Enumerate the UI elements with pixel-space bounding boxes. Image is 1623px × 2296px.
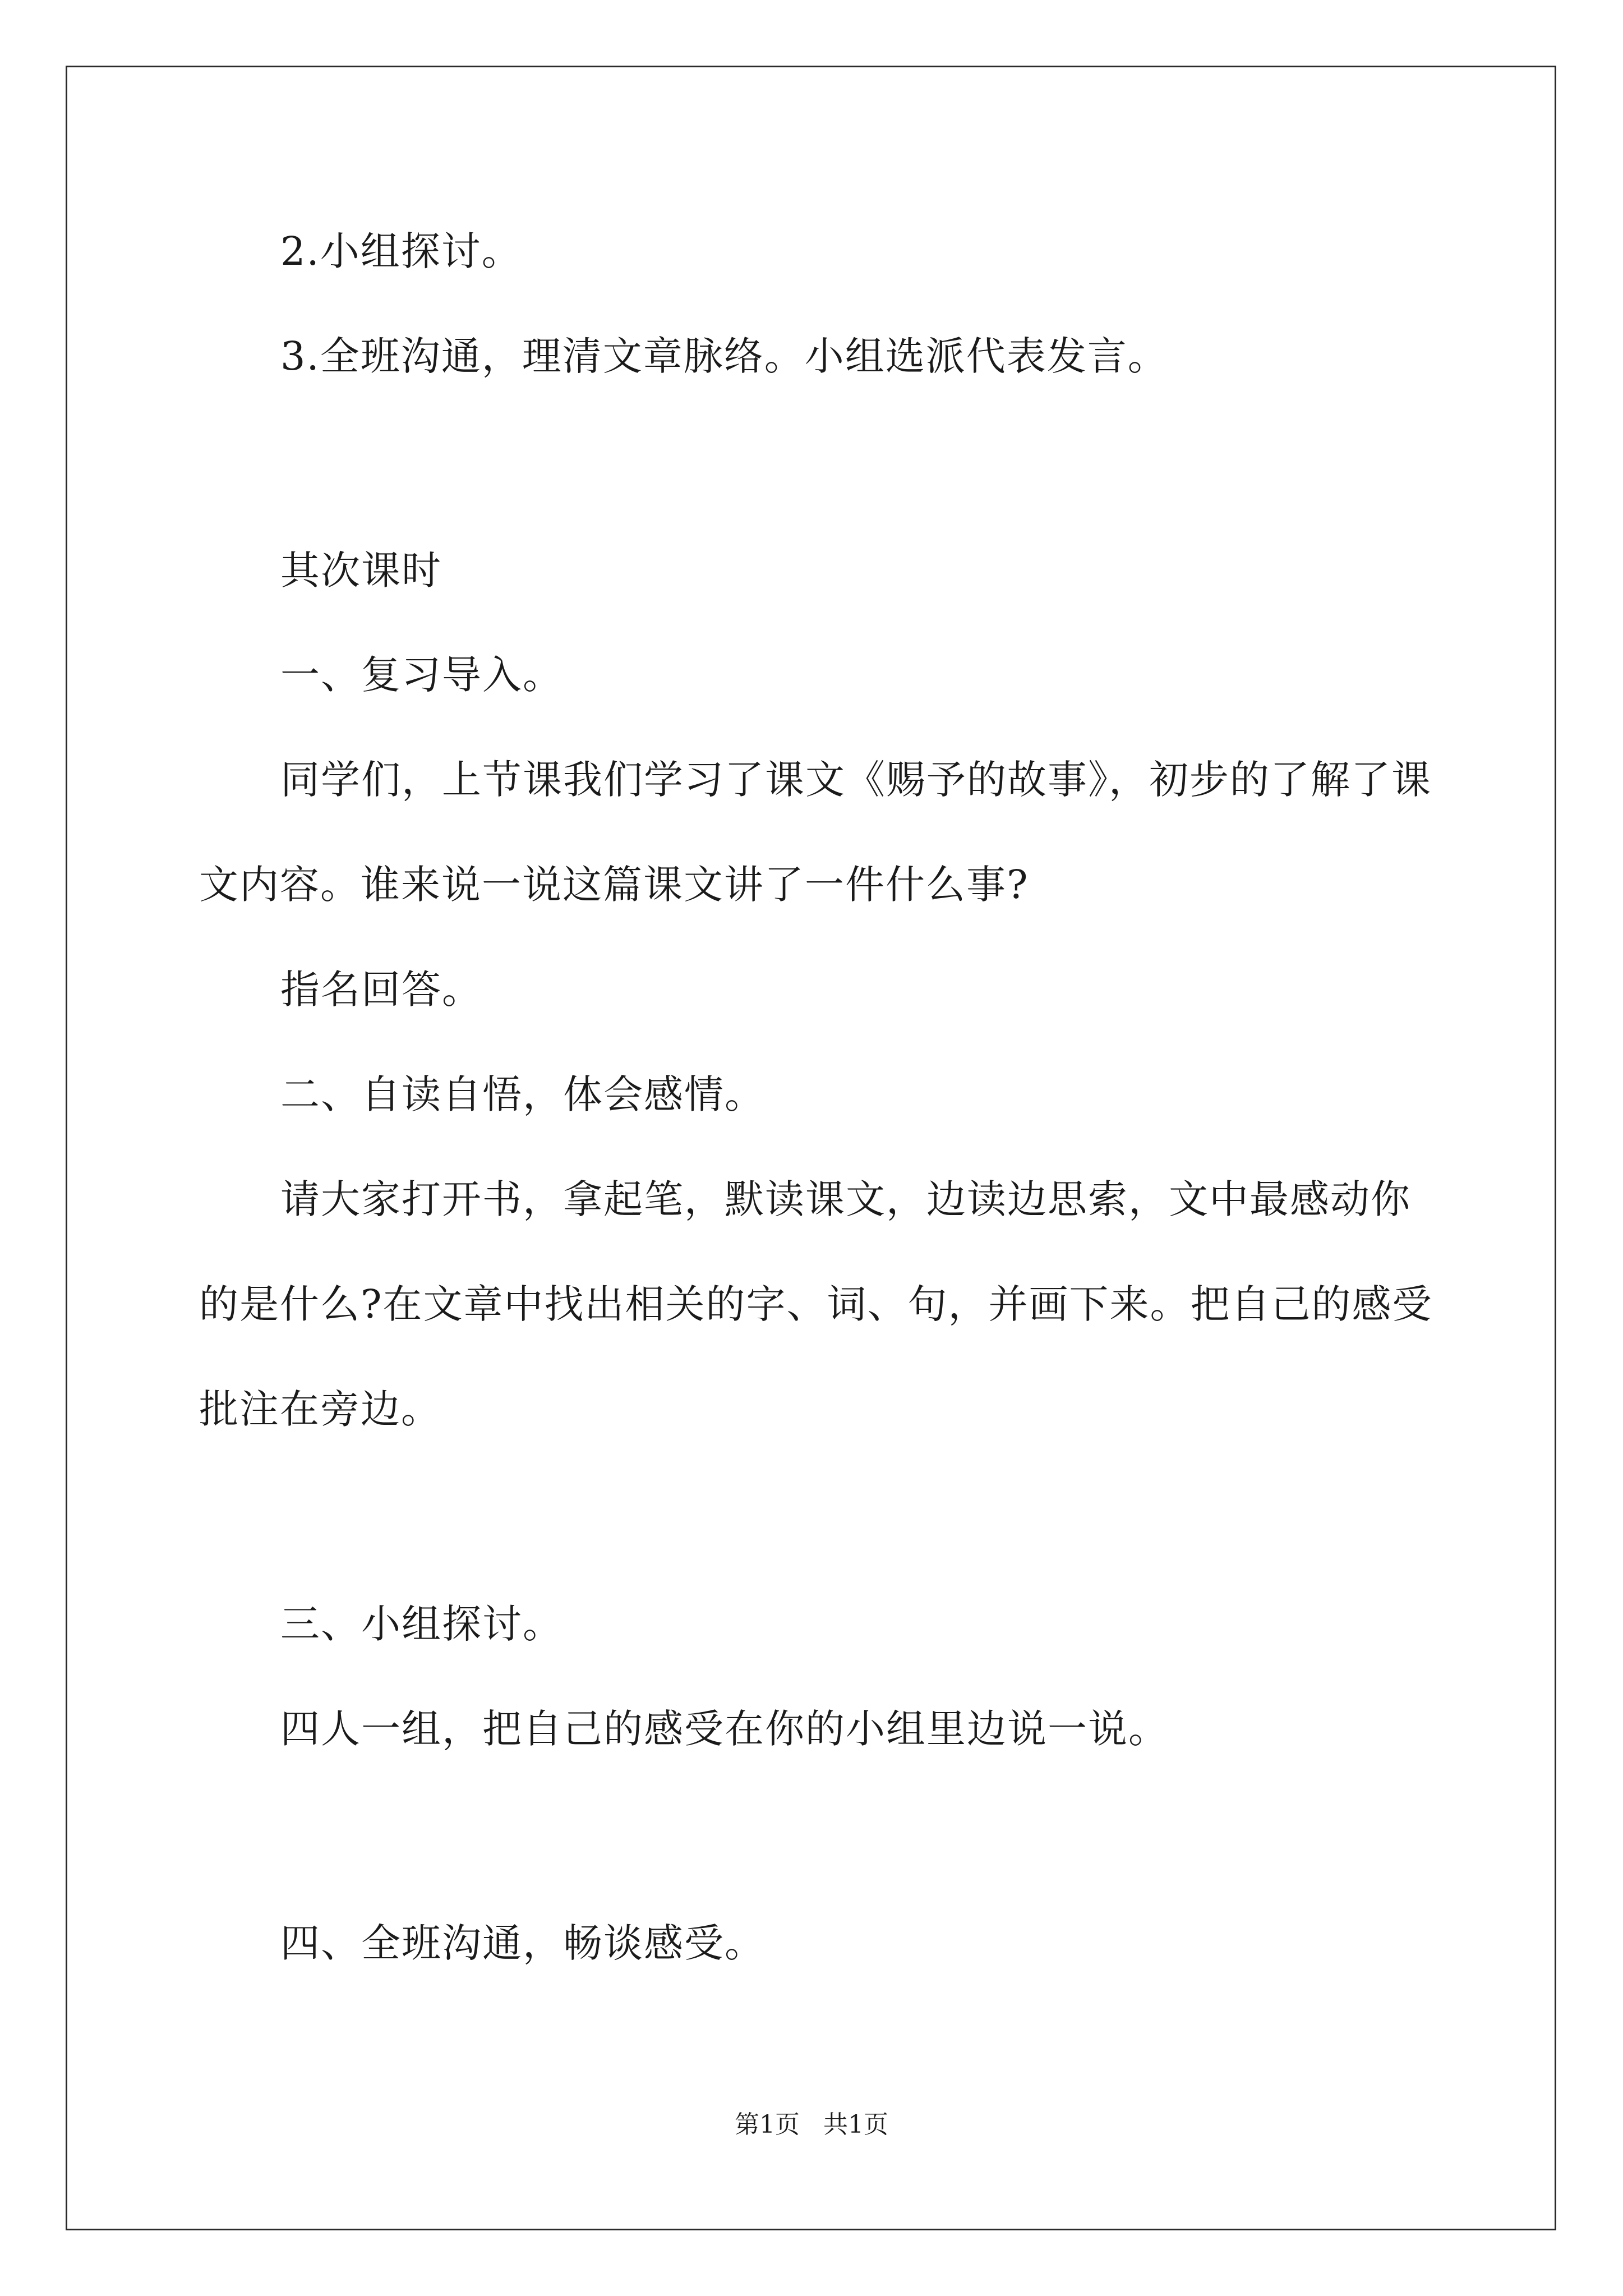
paragraph-line-2: 3.全班沟通，理清文章脉络。小组选派代表发言。 xyxy=(280,333,1168,379)
paragraph-line-12: 四人一组，把自己的感受在你的小组里边说一说。 xyxy=(280,1706,1169,1752)
page-border xyxy=(66,66,1556,2230)
paragraph-line-1: 2.小组探讨。 xyxy=(280,228,522,274)
paragraph-line-3: 一、复习导入。 xyxy=(280,652,563,698)
paragraph-line-9: 的是什么?在文章中找出相关的字、词、句，并画下来。把自己的感受 xyxy=(199,1281,1433,1327)
page-number-footer: 第1页 共1页 xyxy=(735,2110,888,2139)
paragraph-line-5: 文内容。谁来说一说这篇课文讲了一件什么事? xyxy=(199,862,1029,908)
paragraph-line-13: 四、全班沟通，畅谈感受。 xyxy=(280,1920,765,1966)
paragraph-line-7: 二、自读自悟，体会感情。 xyxy=(280,1071,765,1117)
paragraph-line-8: 请大家打开书，拿起笔，默读课文，边读边思索，文中最感动你 xyxy=(280,1176,1411,1222)
section-heading: 其次课时 xyxy=(280,547,442,593)
paragraph-line-4: 同学们，上节课我们学习了课文《赐予的故事》，初步的了解了课 xyxy=(280,757,1432,803)
paragraph-line-10: 批注在旁边。 xyxy=(199,1386,441,1432)
paragraph-line-6: 指名回答。 xyxy=(280,967,482,1013)
paragraph-line-11: 三、小组探讨。 xyxy=(280,1601,563,1647)
